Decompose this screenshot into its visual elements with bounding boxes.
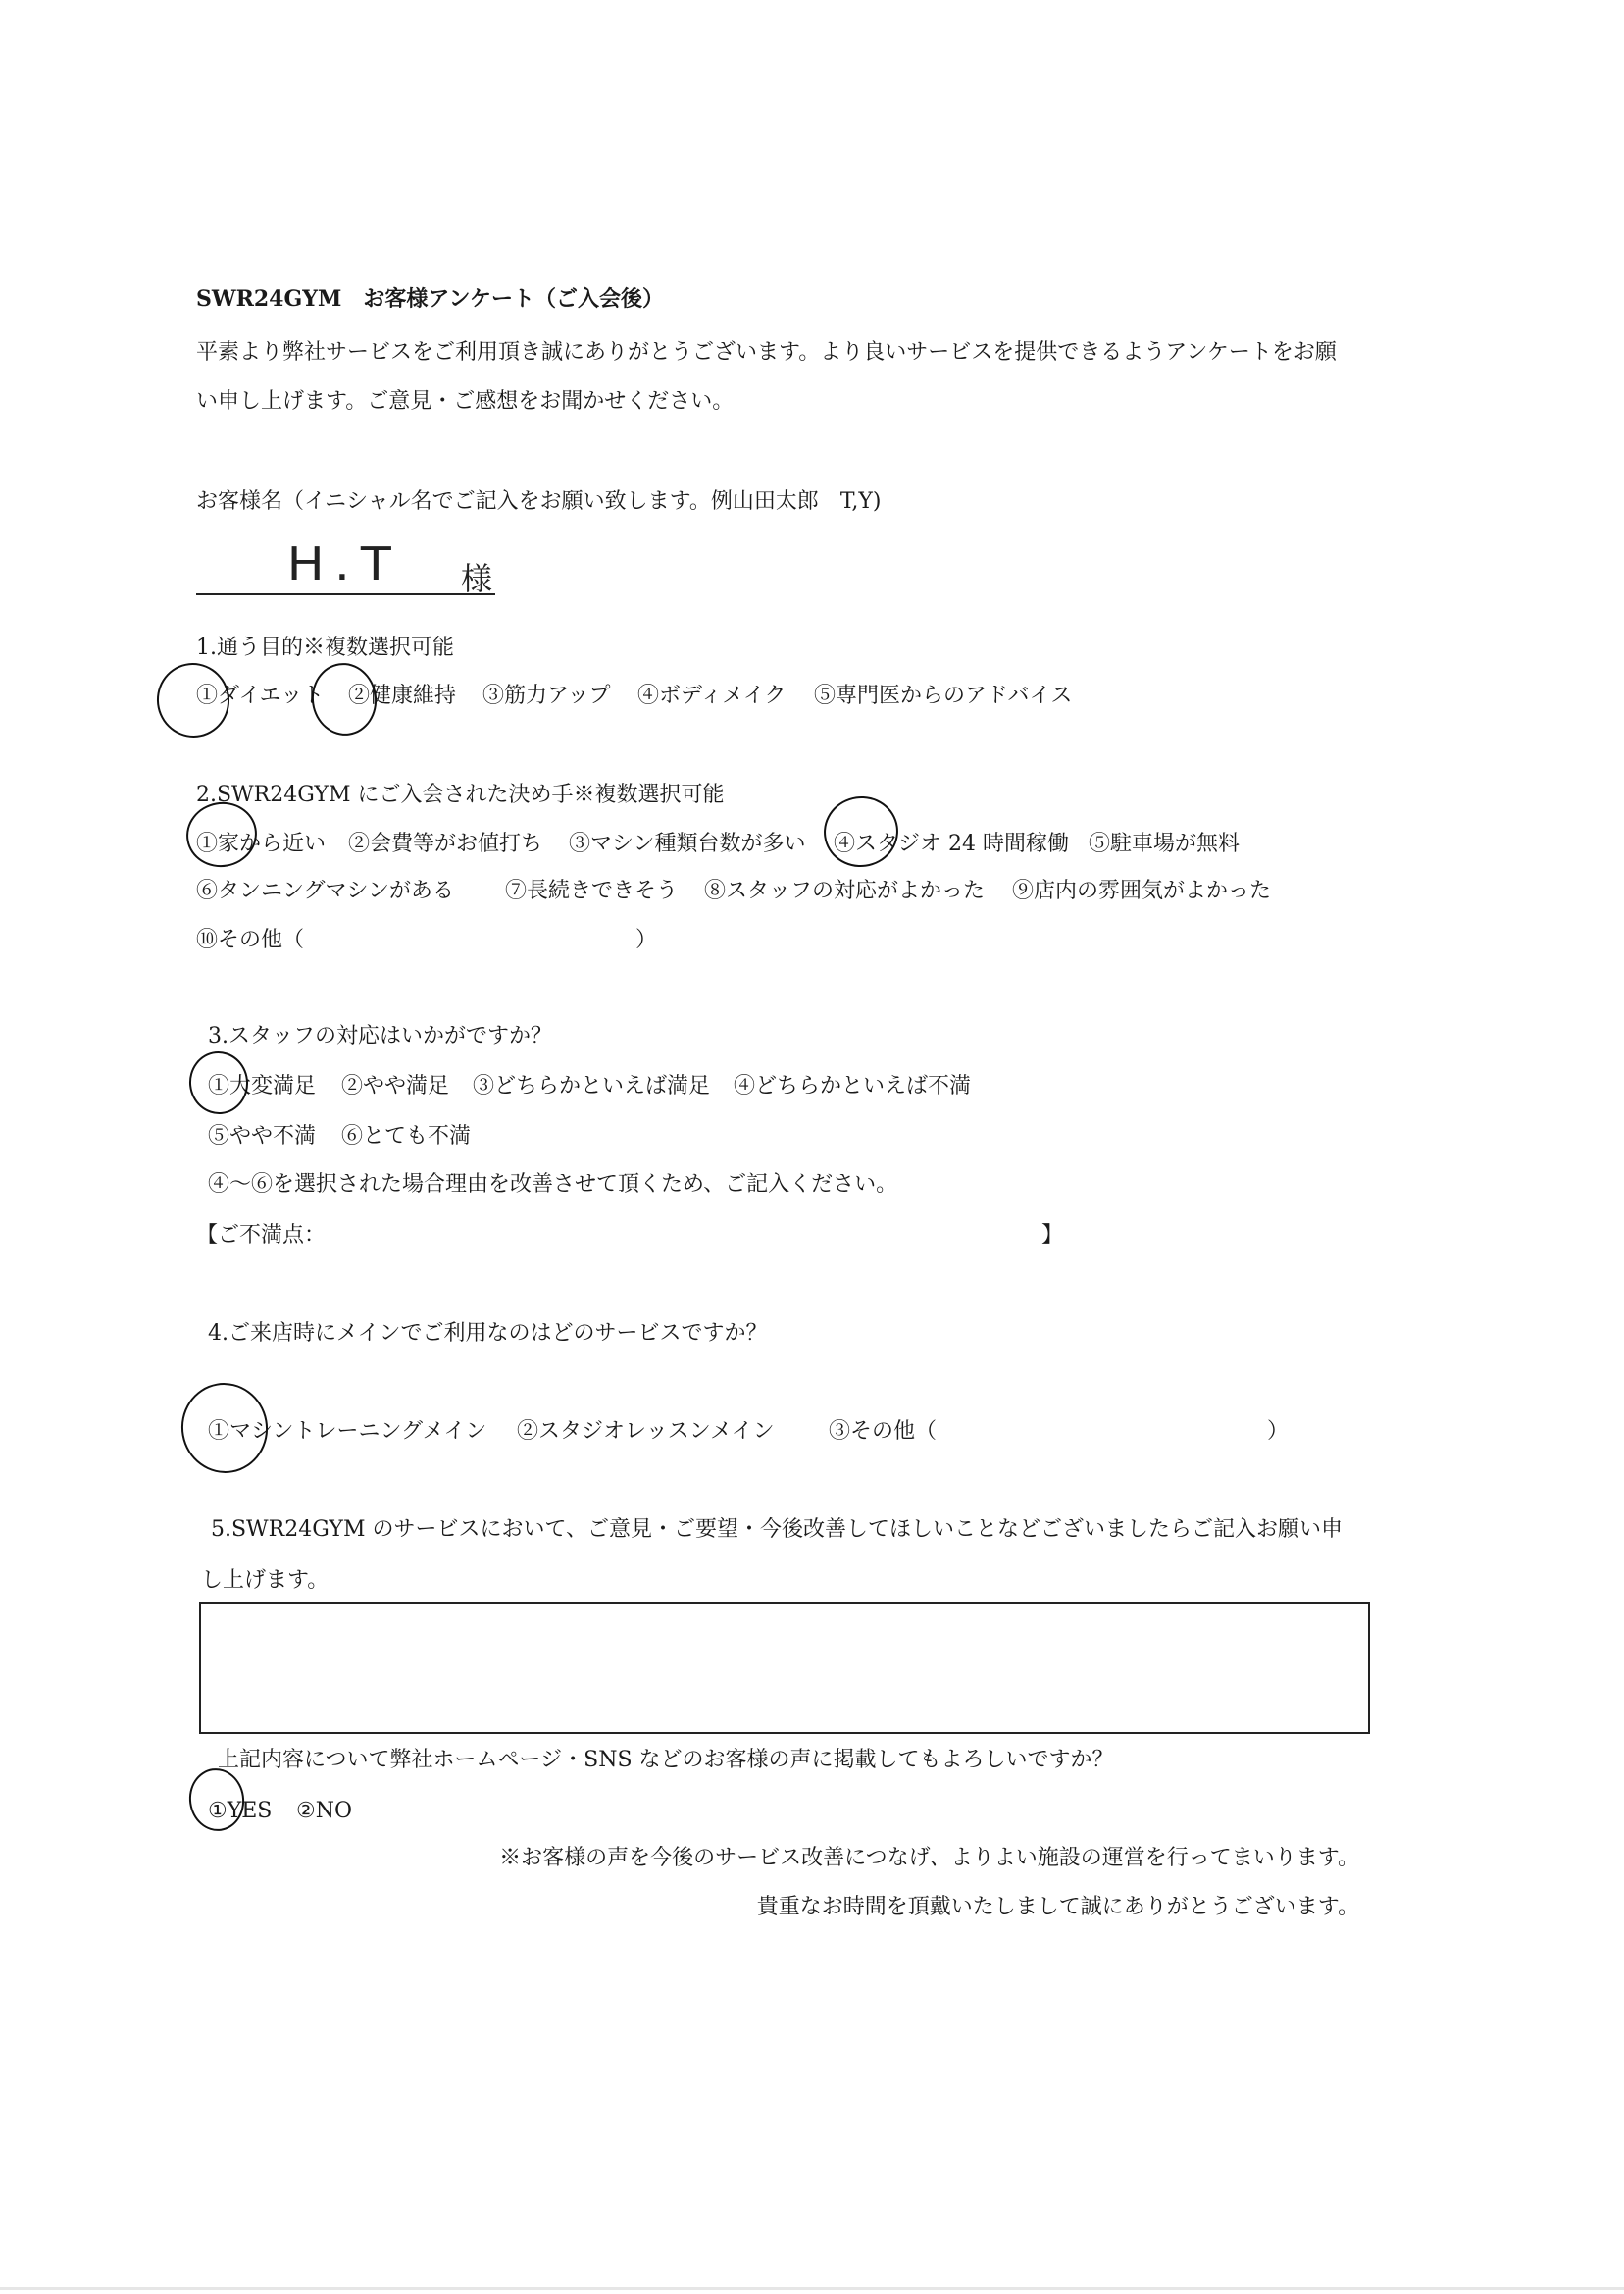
survey-title: SWR24GYM お客様アンケート（ご入会後） [196, 286, 665, 312]
name-underline [196, 593, 495, 595]
complaint-input[interactable] [343, 1221, 1030, 1250]
q2-option-7[interactable]: ⑦長続きできそう [505, 879, 679, 903]
consent-option-no[interactable]: ②NO [296, 1799, 353, 1823]
q5-answer-box[interactable] [199, 1602, 1370, 1734]
q2-title: 2.SWR24GYM にご入会された決め手※複数選択可能 [196, 783, 725, 807]
q1-option-3[interactable]: ③筋力アップ [482, 684, 611, 708]
q3-option-6[interactable]: ⑥とても不満 [341, 1124, 472, 1148]
q2-option-2[interactable]: ②会費等がお値打ち [348, 832, 543, 856]
q4-other-close: ） [1267, 1419, 1290, 1444]
complaint-close-bracket: 】 [1041, 1223, 1064, 1248]
q1-option-4[interactable]: ④ボディメイク [637, 684, 787, 708]
name-label: お客様名（イニシャル名でご記入をお願い致します。例山田太郎 T,Y) [196, 489, 882, 514]
q3-note: ④～⑥を選択された場合理由を改善させて頂くため、ご記入ください。 [208, 1172, 898, 1197]
q2-option-9[interactable]: ⑨店内の雰囲気がよかった [1012, 879, 1272, 903]
q2-option-8[interactable]: ⑧スタッフの対応がよかった [704, 879, 986, 903]
q3-option-2[interactable]: ②やや満足 [341, 1074, 450, 1098]
name-honorific: 様 [461, 560, 493, 597]
intro-line-1: 平素より弊社サービスをご利用頂き誠にありがとうございます。より良いサービスを提供できるようアンケートをお願 [196, 340, 1337, 365]
q4-option-3[interactable]: ③その他（ [829, 1419, 938, 1444]
footer-line-1: ※お客様の声を今後のサービス改善につなげ、よりよい施設の運営を行ってまいります。 [499, 1846, 1359, 1870]
q1-title: 1.通う目的※複数選択可能 [196, 636, 454, 660]
q2-option-10[interactable]: ⑩その他（ [196, 928, 305, 952]
name-value[interactable]: H.T [286, 537, 402, 590]
q5-title-line-2: し上げます。 [201, 1568, 330, 1593]
q3-option-4[interactable]: ④どちらかといえば不満 [734, 1074, 972, 1098]
q2-option-5[interactable]: ⑤駐車場が無料 [1089, 832, 1241, 856]
footer-line-2: 貴重なお時間を頂戴いたしまして誠にありがとうございます。 [756, 1895, 1359, 1919]
consent-option-yes[interactable]: ①YES [208, 1799, 273, 1823]
q4-option-1[interactable]: ①マシントレーニングメイン [208, 1419, 487, 1444]
q3-option-3[interactable]: ③どちらかといえば満足 [473, 1074, 711, 1098]
q1-option-2[interactable]: ②健康維持 [348, 684, 457, 708]
q1-option-1[interactable]: ①ダイエット [196, 684, 325, 708]
q5-answer-text [201, 1604, 1368, 1623]
q2-option-6[interactable]: ⑥タンニングマシンがある [196, 879, 455, 903]
complaint-label: 【ご不満点： [196, 1223, 327, 1248]
q5-title-line-1: 5.SWR24GYM のサービスにおいて、ご意見・ご要望・今後改善してほしいことなどございましたらご記入お願い申 [211, 1517, 1344, 1542]
q3-option-1[interactable]: ①大変満足 [208, 1074, 317, 1098]
q1-option-5[interactable]: ⑤専門医からのアドバイス [814, 684, 1073, 708]
q4-option-2[interactable]: ②スタジオレッスンメイン [517, 1419, 775, 1444]
q3-title: 3.スタッフの対応はいかがですか？ [208, 1024, 552, 1048]
intro-line-2: い申し上げます。ご意見・ご感想をお聞かせください。 [196, 389, 735, 414]
q2-other-close: ） [635, 928, 658, 952]
scan-edge [0, 2287, 1624, 2290]
q3-option-5[interactable]: ⑤やや不満 [208, 1124, 317, 1148]
q4-title: 4.ご来店時にメインでご利用なのはどのサービスですか？ [208, 1321, 768, 1346]
q2-option-3[interactable]: ③マシン種類台数が多い [569, 832, 806, 856]
q2-option-4[interactable]: ④スタジオ 24 時間稼働 [834, 832, 1069, 856]
q2-option-1[interactable]: ①家から近い [196, 832, 327, 856]
consent-question: 上記内容について弊社ホームページ・SNS などのお客様の声に掲載してもよろしいですか？ [218, 1748, 1114, 1772]
